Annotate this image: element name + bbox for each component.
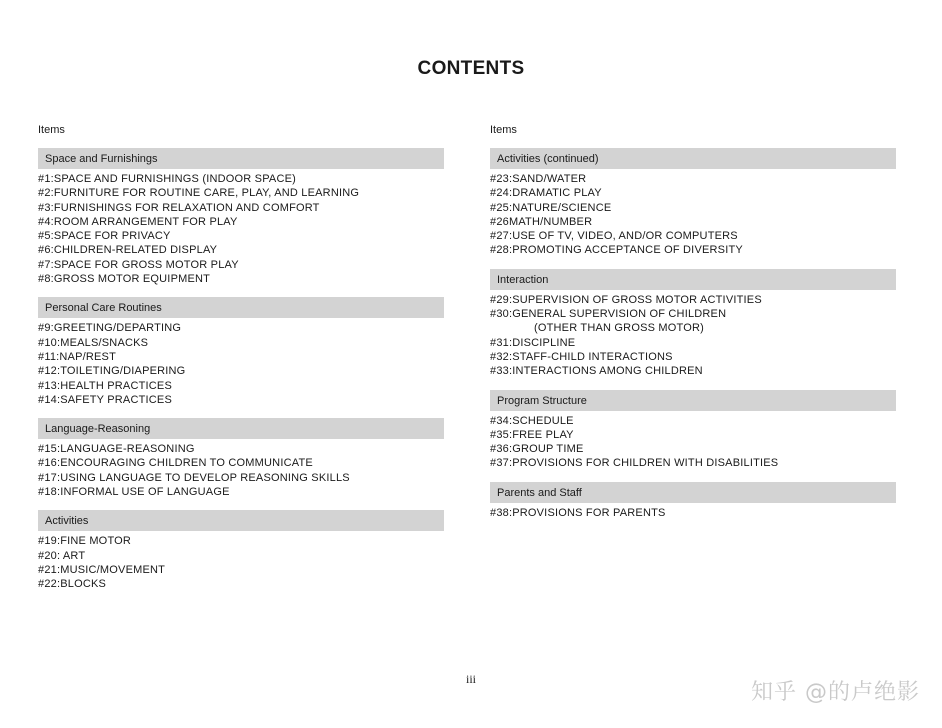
toc-entry: #14:SAFETY PRACTICES [38, 393, 173, 406]
section-personal-care-routines [38, 297, 444, 407]
page-number: iii [465, 672, 476, 686]
toc-entry: #20: ART [38, 549, 86, 562]
section-space-and-furnishings [38, 148, 444, 286]
section-heading: Personal Care Routines [38, 297, 444, 318]
section-heading: Activities (continued) [490, 148, 896, 169]
toc-entry: #10:MEALS/SNACKS [38, 336, 149, 349]
section-interaction [490, 269, 896, 379]
toc-entry: #1:SPACE AND FURNISHINGS (INDOOR SPACE) [38, 173, 296, 185]
section-activities [38, 510, 444, 591]
toc-entry: #13:HEALTH PRACTICES [38, 379, 173, 392]
toc-entry: #9:GREETING/DEPARTING [38, 322, 182, 335]
toc-entry-continuation: (OTHER THAN GROSS MOTOR) [534, 322, 705, 335]
toc-entry: #36:GROUP TIME [490, 443, 584, 456]
items-label: Items [490, 124, 517, 136]
items-label: Items [38, 124, 65, 136]
toc-entry: #28:PROMOTING ACCEPTANCE OF DIVERSITY [490, 244, 743, 257]
toc-entry: #18:INFORMAL USE OF LANGUAGE [38, 486, 230, 499]
toc-entry: #35:FREE PLAY [490, 428, 574, 441]
toc-entry: #33:INTERACTIONS AMONG CHILDREN [490, 365, 703, 378]
contents-column-left [38, 123, 444, 603]
toc-entry: #23:SAND/WATER [490, 173, 587, 185]
section-parents-and-staff [490, 482, 896, 520]
toc-entry: #29:SUPERVISION OF GROSS MOTOR ACTIVITIES [490, 293, 762, 306]
section-heading: Interaction [490, 269, 896, 290]
toc-entry: #24:DRAMATIC PLAY [490, 187, 602, 200]
toc-entry: #26MATH/NUMBER [490, 215, 593, 228]
toc-entry: #34:SCHEDULE [490, 414, 574, 427]
toc-entry: #21:MUSIC/MOVEMENT [38, 563, 166, 576]
toc-entry: #17:USING LANGUAGE TO DEVELOP REASONING SKILLS [38, 471, 350, 484]
page-title: CONTENTS [417, 58, 525, 79]
toc-entry: #19:FINE MOTOR [38, 535, 132, 548]
toc-entry: #6:CHILDREN-RELATED DISPLAY [38, 244, 218, 257]
section-heading: Activities [38, 510, 444, 531]
toc-entry: #22:BLOCKS [38, 578, 107, 591]
toc-entry: #7:SPACE FOR GROSS MOTOR PLAY [38, 258, 239, 271]
section-heading: Language-Reasoning [38, 418, 444, 439]
toc-entry: #25:NATURE/SCIENCE [490, 201, 612, 214]
toc-entry: #8:GROSS MOTOR EQUIPMENT [38, 273, 211, 286]
watermark: 知乎 @的卢绝影 [751, 680, 920, 705]
toc-entry: #16:ENCOURAGING CHILDREN TO COMMUNICATE [38, 457, 313, 470]
toc-entry: #3:FURNISHINGS FOR RELAXATION AND COMFORT [38, 201, 320, 214]
toc-entry: #31:DISCIPLINE [490, 336, 576, 349]
toc-entry: #30:GENERAL SUPERVISION OF CHILDREN [490, 308, 727, 321]
toc-entry: #38:PROVISIONS FOR PARENTS [490, 506, 666, 519]
toc-entry: #15:LANGUAGE-REASONING [38, 443, 195, 456]
section-heading: Parents and Staff [490, 482, 896, 503]
section-heading: Space and Furnishings [38, 148, 444, 169]
toc-entry: #37:PROVISIONS FOR CHILDREN WITH DISABILITIES [490, 457, 779, 470]
section-program-structure [490, 390, 896, 471]
toc-entry: #2:FURNITURE FOR ROUTINE CARE, PLAY, AND LEARNING [38, 187, 360, 200]
toc-entry: #27:USE OF TV, VIDEO, AND/OR COMPUTERS [490, 230, 738, 243]
toc-entry: #4:ROOM ARRANGEMENT FOR PLAY [38, 215, 238, 228]
contents-column-right [490, 123, 896, 531]
toc-entry: #5:SPACE FOR PRIVACY [38, 230, 171, 243]
toc-entry: #32:STAFF-CHILD INTERACTIONS [490, 350, 673, 363]
section-language-reasoning [38, 418, 444, 499]
toc-entry: #12:TOILETING/DIAPERING [38, 365, 186, 378]
section-activities-continued [490, 148, 896, 258]
toc-entry: #11:NAP/REST [38, 350, 117, 363]
section-heading: Program Structure [490, 390, 896, 411]
